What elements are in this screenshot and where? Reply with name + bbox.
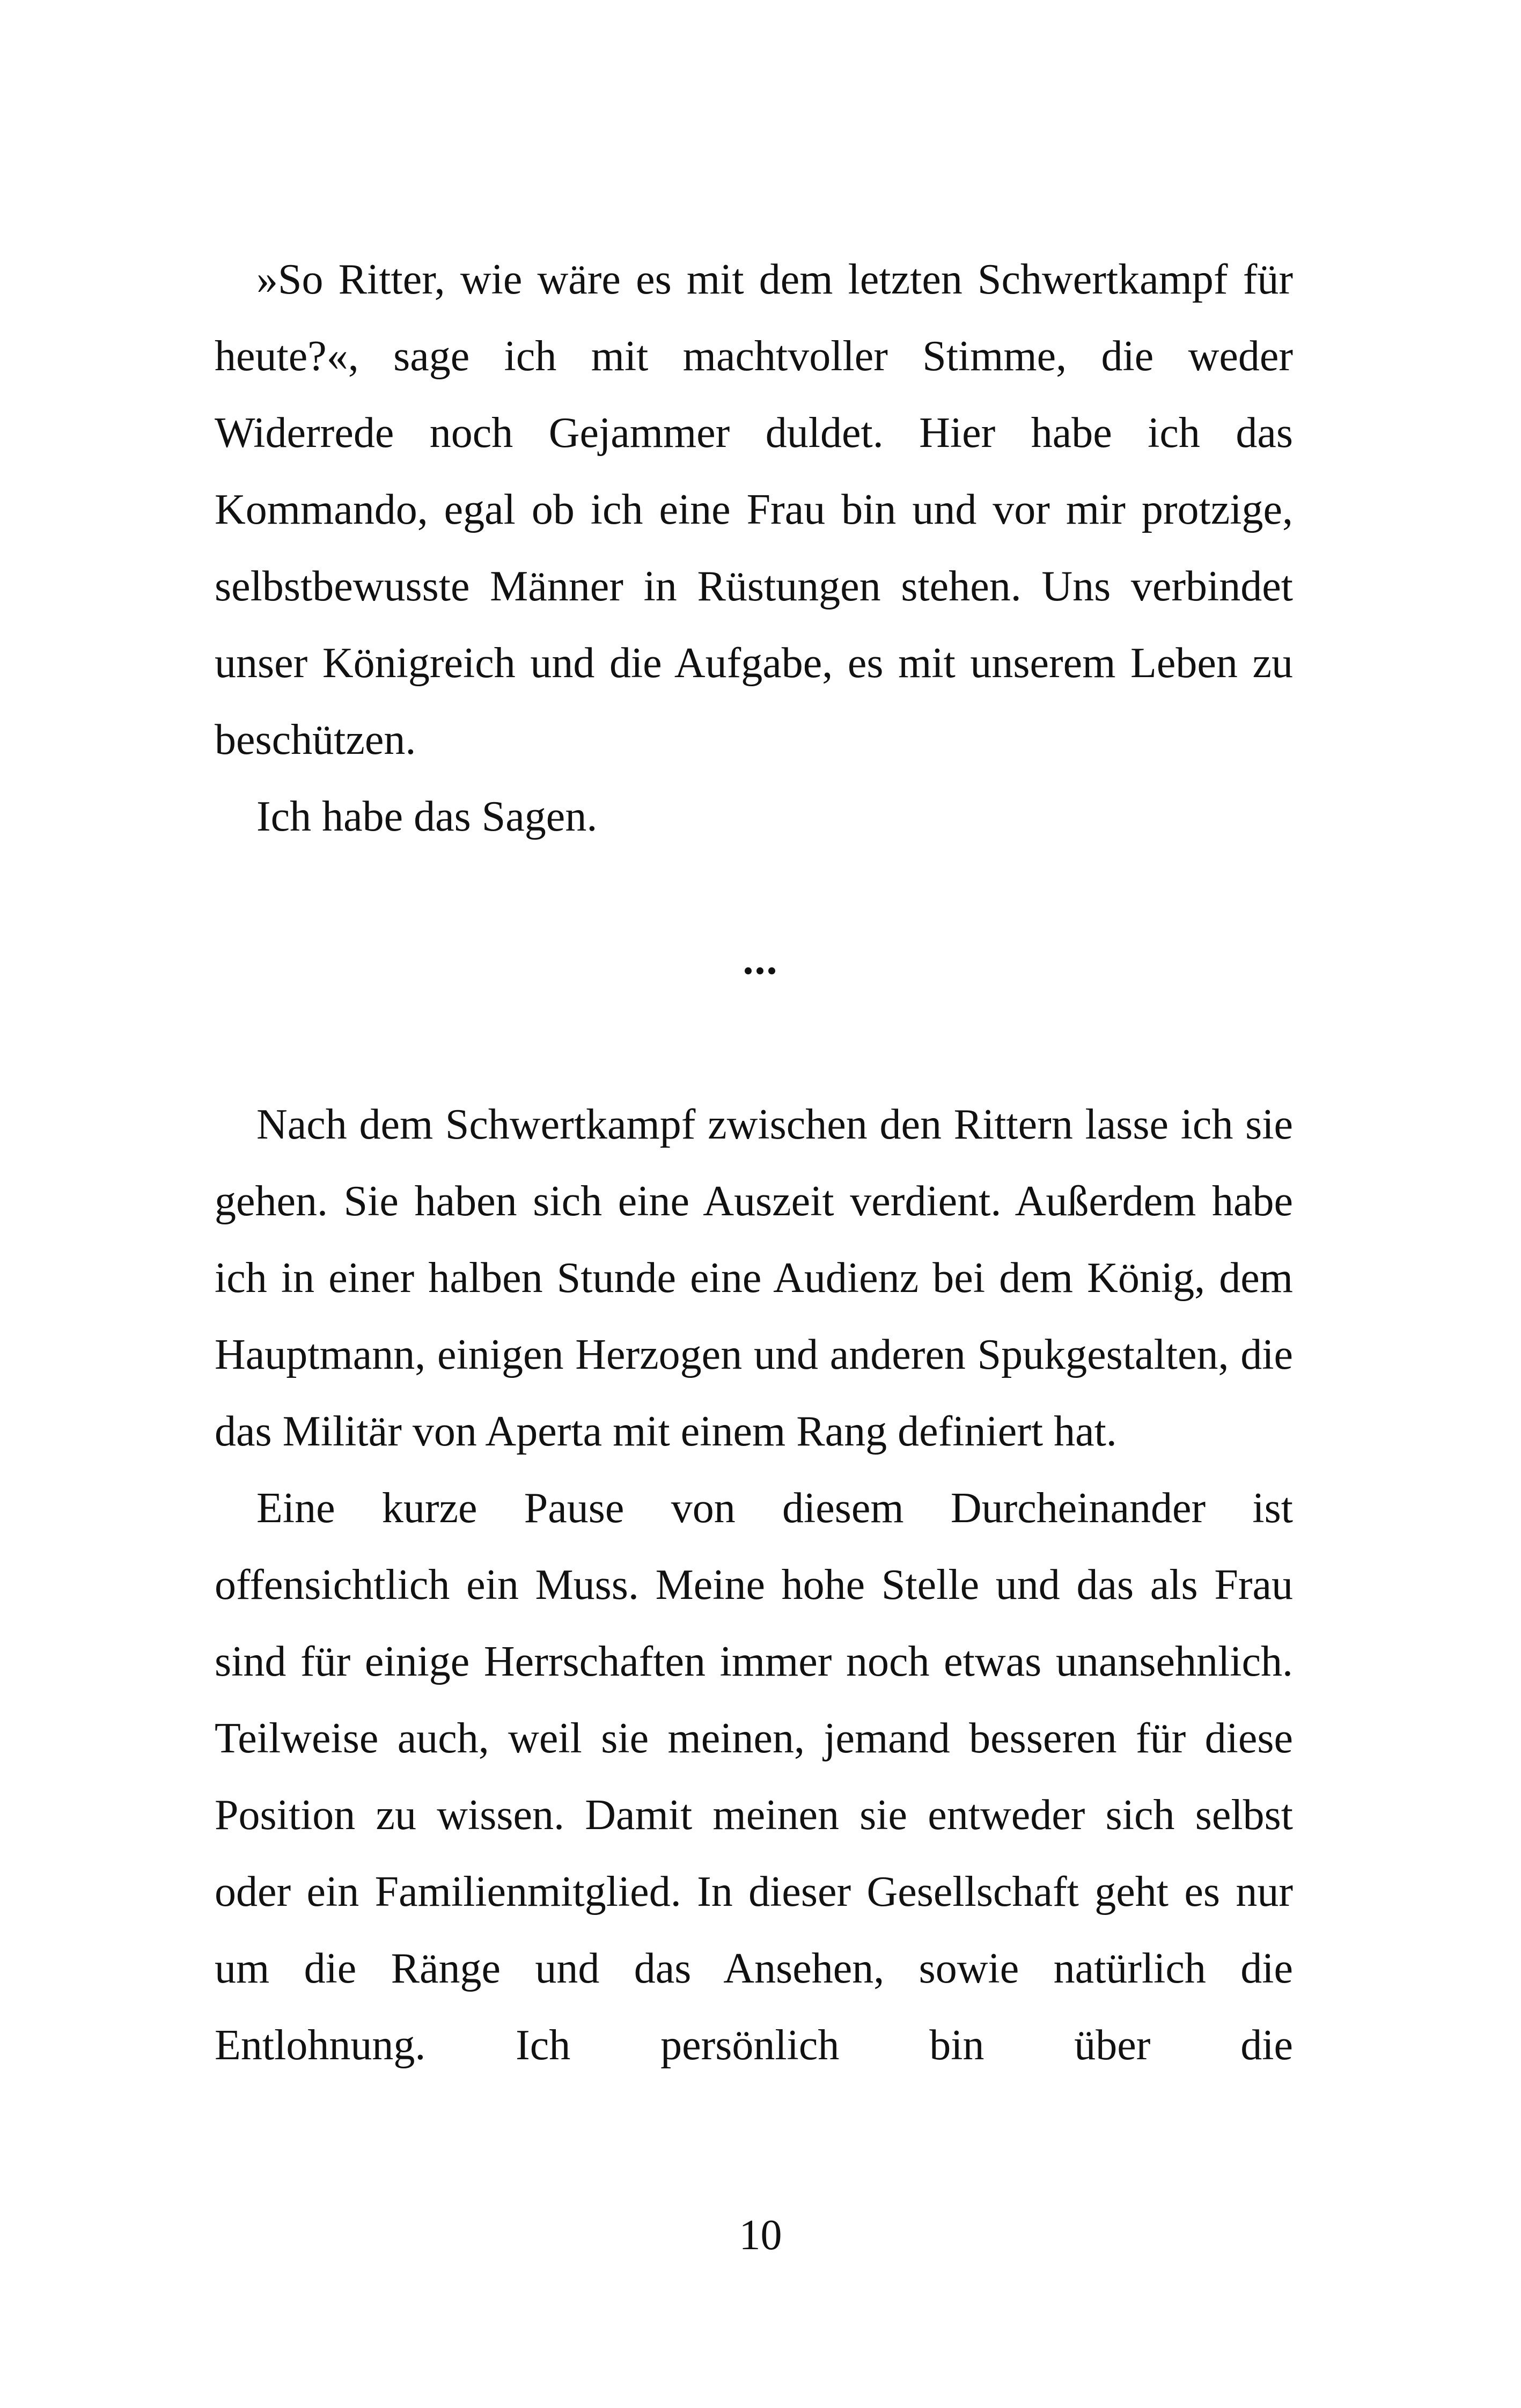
text-section-2 bbox=[215, 1086, 1293, 2084]
page-number: 10 bbox=[739, 2212, 782, 2259]
paragraph: Ich habe das Sagen. bbox=[256, 793, 598, 840]
text-section-1 bbox=[215, 241, 1293, 855]
paragraph: Eine kurze Pause von diesem Durcheinander ist offensichtlich ein Muss. Meine hohe Stelle und das als Frau sind für einige Herrschaften immer noch etwas unansehnlich. Teilweise auch, weil sie meinen, jemand besseren für diese Position zu wissen. Damit meinen sie entweder sich selbst oder ein Familienmitglied. In dieser Gesellschaft geht es nur um die Ränge und das Ansehen, sowie natürlich die Entlohnung. Ich persönlich bin über die bbox=[215, 1485, 1293, 2069]
paragraph: Nach dem Schwertkampf zwischen den Rittern lasse ich sie gehen. Sie haben sich eine Auszeit verdient. Außerdem habe ich in einer halben Stunde eine Audienz bei dem König, dem Hauptmann, einigen Herzogen und anderen Spukgestalten, die das Militär von Aperta mit einem Rang definiert hat. bbox=[215, 1101, 1293, 1455]
scene-break-separator: ... bbox=[743, 936, 778, 983]
paragraph: »So Ritter, wie wäre es mit dem letzten Schwertkampf für heute?«, sage ich mit machtvoller Stimme, die weder Widerrede noch Gejammer duldet. Hier habe ich das Kommando, egal ob ich eine Frau bin und vor mir protzige, selbstbewusste Männer in Rüstungen stehen. Uns verbindet unser Königreich und die Aufgabe, es mit unserem Leben zu beschützen. bbox=[215, 256, 1293, 763]
